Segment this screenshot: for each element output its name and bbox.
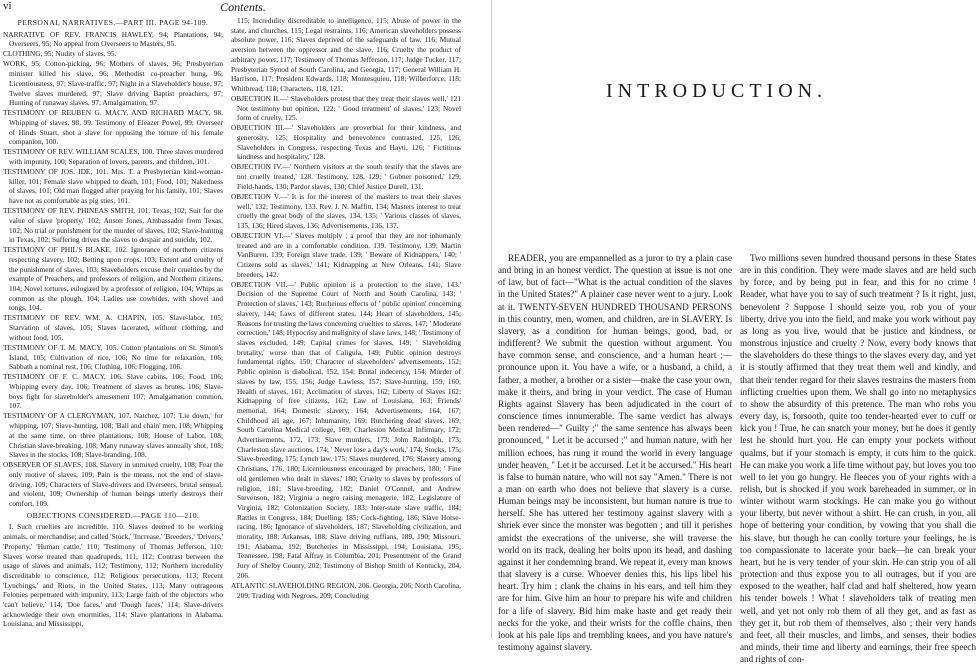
section-heading: OBJECTIONS CONSIDERED.—PAGE 110—210. xyxy=(26,510,200,520)
contents-page xyxy=(0,0,488,638)
toc-entry: TESTIMONY OF REV. WILLIAM SCALES, 100. Three slaves murdered with impunity, 100; Separation of lovers, parents, and children, 101. xyxy=(3,147,223,167)
book-gutter xyxy=(491,0,492,638)
introduction-page xyxy=(494,0,980,665)
introduction-paragraph: READER, you are empannelled as a juror to try a plain case and bring in an honest verdict. The question at issue is not one of law, but of fact—"What is the actual condition of the slaves in the United States?" A plainer case never went to a jury. Look at it. TWENTY-SEVEN HUNDRED THOUSAND PERSONS in this country, men, women, and children, are in SLAVERY. Is slavery, as a condition for human beings, good, bad, or indifferent? We submit the question without argument. You have common sense, and conscience, and a human heart ;—pronounce upon it. You have a wife, or a husband, a child, a father, a mother, a brother or a sister—make the case your own, make it theirs, and bring in your verdict. The case of Human Rights against Slavery has been adjudicated in the court of conscience times innumerable. The same verdict has always been rendered—" Guilty ;" the same sentence has always been pronounced, " Let it be accursed ;" and human nature, with her million echoes, has rung it round the world in every language under heaven, " Let it be accursed. Let it be accursed." His heart is false to human nature, who will not say "Amen." There is not a man on earth who does not believe that slavery is a curse. Human beings may be inconsistent, but human nature is true to herself. She has uttered her testimony against slavery with a shriek ever since the monster was begotten ; and till it perishes amidst the execrations of the universe, she will traverse the world on its track, dealing her bolts upon its head, and dashing against it her condemning brand. We repeat it, every man knows that slavery is a curse. Whoever denies this, his lips libel his heart. Try him ; clank the chains in his ears, and tell him they are for him. Give him an hour to prepare his wife and children for a life of slavery. Bid him make haste and get ready their necks for the yoke, and their wrists for the coffle chains, then look at his pale lips and trembling knees, and you have nature's testimony against slavery. xyxy=(498,253,732,652)
toc-entry: I. Such cruelties are incredible, 110. Slaves deemed to be working animals, or merchandise; and called 'Stock,' 'Increase,' 'Breeders,' 'Drivers,' 'Property,' 'Human cattle,' 110; 'Testimony of Thomas Jefferson, 110; Slaves worse treated than quadrupeds, 111, 112; Contrast between the usage of slaves and animals, 112; Testimony, 112; Northern incredulity discreditable to conscience, 112; Religious persecutions, 113; Recent 'Lynchings,' and Riots, in the United States, 113; Many outrageous Felonies perpetrated with impunity, 113; Large faith of the objectors who 'can't believe,' 114; 'Doe faces,' and 'Dough faces,' 114; Slave-drivers acknowledge their own enormities, 114; Slave plantations in Alabama, Louisiana, and Mississippi, xyxy=(3,522,224,629)
introduction-title: INTRODUCTION. xyxy=(606,80,828,102)
toc-entry: TESTIMONY OF REV. WM. A. CHAPIN, 105. Slave-labor, 105; Starvation of slaves, 105; Slaves lacerated, without clothing, and without food, 105. xyxy=(3,313,223,342)
toc-entry: OBJECTION VI.—' Slaves multiply ; a proof that they are not inhumanly treated and are in a comfortable condition, 139. Testimony, 139; Martin VanBuren, 139; Foreign slave trade, 139; ' Beware of Kidnappers,' 140; ' Citizens sold as slaves,' 141; Kidnapping at New Orleans, 141; Slave breeders, 142. xyxy=(231,230,461,279)
page-number: vi xyxy=(3,0,12,12)
toc-entry: TESTIMONY OF REUBEN G. MACY, AND RICHARD MACY, 98. Whipping of slaves, 98, 99. Testimony of Eleazer Powel, 99; Overseer of Hinds Stuart, shot a slave for opposing the torture of his female companion, 100. xyxy=(3,108,223,147)
contents-column-1 xyxy=(3,16,223,636)
header-title: Contents. xyxy=(220,0,266,14)
introduction-column-2 xyxy=(740,252,976,665)
toc-entry: TESTIMONY OF A CLERGYMAN, 107. Natchez, 107; 'Lie down,' for whipping, 107; Slave-hunting, 108; 'Ball and chain' men, 108; Whipping at the same time, on three plantations, 108; House of Labor, 108; Christian slave-breaking, 108; Many runaway slaves annually shot, 108; Slaves in the stocks, 108; Slave-branding, 108. xyxy=(3,411,223,460)
toc-entry: TESTIMONY OF T. M. MACY, 105. Cotton plantations on St. Simon's Island, 105; Cultivation of rice, 106; No time for relaxation, 106; Sabbath a nominal rest, 106; Clothing, 106; Flogging, 106. xyxy=(3,342,223,372)
introduction-paragraph: Two millions seven hundred thousand persons in these States are in this condition. They were made slaves and are held such by force, and by being put in fear, and this for no crime ! Reader, what have you to say of such treatment ? Is it right, just, benevolent ? Suppose I should seize you, rob you of your liberty, drive you into the field, and make you work without pay as long as you live, would that be justice and kindness, or monstrous injustice and cruelty ? Now, every body knows that the slaveholders do these things to the slaves every day, and yet it is stoutly affirmed that they treat them well and kindly, and that their tender regard for their slaves restrains the masters from inflicting cruelties upon them. We shall go into no metaphysics to show the absurdity of this pretence. The man who robs you every day, is, forsooth, quite too tender-hearted ever to cuff or kick you ! True, he can snatch your money, but he does it gently lest he should hurt you. He can empty your pockets without qualms, but if your stomach is empty, it cuts him to the quick. He can make you work a life time without pay, but loves you too well to let you go hungry. He fleeces you of your rights with a relish, but is shocked if you work bareheaded in summer, or in winter without warm stockings. He can make you go without your liberty, but never without a shirt. He can crush, in you, all hope of bettering your condition, by vowing that you shall die his slave, but though he can coolly torture your feelings, he is too compassionate to lacerate your back—he can break your heart, but he is very tender of your skin. He can strip you of all protection and thus expose you to all outrages, but if you are exposed to the weather, half clad and half sheltered, how yearn his tender bowels ! What ! slaveholders talk of treating men well, and yet not only rob them of all they get, and as fast as they get it, but rob them of themselves, also ; their very hands and feet, all their muscles, and limbs, and senses, their bodies and minds, their time and liberty and earnings, their free speech and rights of con- xyxy=(740,253,976,665)
contents-column-2 xyxy=(231,16,461,636)
toc-entry: OBJECTION III.—' Slaveholders are proverbial for their kindness, and generosity, 125; Hospitality and benevolence contrasted, 125, 126; Slaveholders in Congress, respecting Texas and Hayti, 126; ' Fictitious kindness and hospitality,' 128. xyxy=(231,123,461,162)
toc-entry: TESTIMONY OF PHIL'S BLAKE, 102. Ignorance of northern citizens respecting slavery, 102; Betting upon crops, 103; Extent and cruelty of the punishment of slaves, 103; Slaveholders excuse their cruelties by the example of Preachers, and professors of religion, and Northern citizens, 104; Novel tortures, eulogized by a professor of religion, 104; Whips as common as the plough, 104; Ladies use cowhides, with shovel and tongs, 104. xyxy=(3,245,223,313)
toc-entry: TESTIMONY OF REV. PHINEAS SMITH, 101. Texas, 102; Suit for the value of slave 'property,' 102; Anson Jones, Ambassador from Texas, 102; No trial or punishment for the murder of slaves, 102; Slave-hunting in Texas, 102; Suffering drives the slaves to despair and suicide, 102. xyxy=(3,206,223,245)
toc-entry: ATLANTIC SLAVEHOLDING REGION, 206. Georgia, 206; North Carolina, 209; Trading with Negroes, 209; Concluding xyxy=(231,580,462,600)
toc-entry: OBJECTION V.—' It is for the interest of the masters to treat their slaves well,' 132; Testimony, 133. Rev. J. N. Maffitt, 134; Masters interest to treat cruelly the great body of the slaves, 134, 135; ' Various classes of slaves, 135, 136; Hired slaves, 136; Advertisements, 136, 137. xyxy=(231,191,461,230)
section-heading: PERSONAL NARRATIVES.—PART III. PAGE 94-109. xyxy=(17,18,209,27)
toc-entry: OBJECTION IV.—' Northern visitors at the south testify that the slaves are not cruelly treated,' 128. Testimony, 128, 129; ' Gubner poisoned,' 129; Field-hands, 130; Pardor slaves, 130; Chief Justice Durell, 131. xyxy=(231,162,461,191)
running-head xyxy=(3,0,483,14)
toc-entry: NARRATIVE OF REV. FRANCIS HAWLEY, 94; Plantations, 94; Overseers, 95; No appeal from Overseers to Masters, 95. xyxy=(3,29,223,49)
toc-entry: TESTIMONY OF F. C. MACY, 106. Slave cabins, 106; Food, 106; Whipping every day, 106; Treatment of slaves as brutes, 106; Slave-boys fight for slaveholder's amusement 107; Amalgamation common, 107. xyxy=(3,372,223,411)
toc-entry: 115; Incredulity discreditable to intelligence, 115; Abuse of power in the state, and churches, 115; Legal restraints, 116; American slaveholders possess absolute power, 116; Slaves deprived of the safeguards of law, 116; Mutual aversion between the oppressor and the slave, 116; Cruelty the product of arbitrary power, 117; Testimony of Thomas Jefferson, 117; Judge Tucker, 117; Presbyterian Synod of South Carolina, and Georgia, 117; General William H. Harrison, 117; President Edwards, 118; Montesquieu, 118; Wilberforce, 118; Whitbread, 118; Characters, 118, 121. xyxy=(231,16,461,93)
toc-entry: OBJECTION VII.—' Public opinion is a protection to the slave, 143.' Decision of the Supreme Court of North and South Carolina, 143; ' Protection of slaves,' 143; Rucheious effects of ' public opinion' concerning slavery, 144; Laws of different states, 144; Heart of slaveholders, 145; Reasons for trusting the laws concerning cruelties to slaves, 147; ' Moderate correction,' 148; Hypocrisy and malignity of slave laws, 148; ' Testimony of slaves excluded, 149; Capital crimes for slaves, 149; ' Slaveholding brutality,' worse than that of Caligula, 149; Public opinion destroys fundamental rights, 150; Character of slaveholders' advertisements, 152; Public opinion is diabolical, 152, 154; Brutal indecency, 154; Murder of slaves by law, 155, 156; Judge Lawless, 157; Slave-hunting, 159, 160; Health of slaves, 161; Acclimation of slaves, 162; Liberty of Slaves 162; Kidnapping of free citizens, 162; Law of Louisiana, 163; Friends' memorial, 164; Domestic slavery, 164; Advertisements, 164, 167; Childhood all age, 167; Inhumanity, 169; Butchering dead slaves, 169; South Carolina Medical college, 169; Charleston Medical Infirmary, 172; Advertisements, 172, 173; Slave murders, 173; John Randolph, 173; Charleston slave auctions, 174; ' Never lose a day's work,' 174; Stocks, 175; Slave-breeding, 175; Lynch law, 175; Slaves murdered, 176; Slavery among Christians, 176, 180; Licentiousness encouraged by preachers, 180; ' Fine old gentlemen who dealt in slaves,' 180; Cruelty to slaves by professors of religion, 181; Slave-breeding, 182; Daniel O'Connel, and Andrew Stevenson, 182; Virginia a negro raising menagerie, 182; Legislature of Virginia, 182; Colonization Society, 183; Inter-state slave traffic, 184; Rattles in Congress, 184; Duelling, 185; Cock-fighting, 186; Slave Horse-racing, 186; Ignorance of slaveholders, 187; Slaveholding civilization, and morality, 188; Arkansas, 188; Slave driving ruffians, 189, 190; Missouri, 191; Alabama, 192; Butcheries in Mississippi, 194; Louisiana, 195; Tennessee, 198; Fatal Affray in Columbia, 201; Presentment of the Grand Jury of Shelby County, 202; Testimony of Bishop Smith of Kentucky, 204, 206. xyxy=(231,279,461,580)
toc-entry: WORK, 95; Cotton-picking, 96; Mothers of slaves, 96; Presbyterian minister killed his slave, 96; Methodist co-preacher hung, 96; Licentiousness, 97; Slave-traffic, 97; Night in a Slaveholder's house, 97; Twelve slaves murdered, 97; Slave driving Baptist preachers, 97; Hunting of runaway slaves, 97; Amalgamation, 97. xyxy=(3,59,223,108)
toc-entry: CLOTHING, 95; Nudity of slaves, 95. xyxy=(3,49,117,59)
toc-entry: OBJECTION II.—' Slaveholders protest that they treat their slaves well,' 121 Not testimony but opinion, 122; ' Good treatment' of slaves,' 123; Novel form of cruelty, 125. xyxy=(231,93,461,123)
toc-entry: TESTIMONY OF JOS. IDE, 101. Mrs. T. a Presbyterian kind-woman-killer, 101; Female slave whipped to death, 101; Food, 101; Nakedness of slaves, 101; Old man flogged after praying for his family, 101; Slaves have not as comfortable as pig sties, 101. xyxy=(3,167,223,206)
introduction-column-1 xyxy=(498,252,732,652)
toc-entry: OBSERVER OF SLAVES, 108. Slavery in unmixed cruelty, 108; Fear the only motive of slaves, 109; Pain is the means, not the end of slave-driving, 109; Characters of Slave-drivers and Overseers, brutal sensual, and violent, 109; Ownership of human beings utterly destroys their comfort, 109. xyxy=(3,460,223,509)
